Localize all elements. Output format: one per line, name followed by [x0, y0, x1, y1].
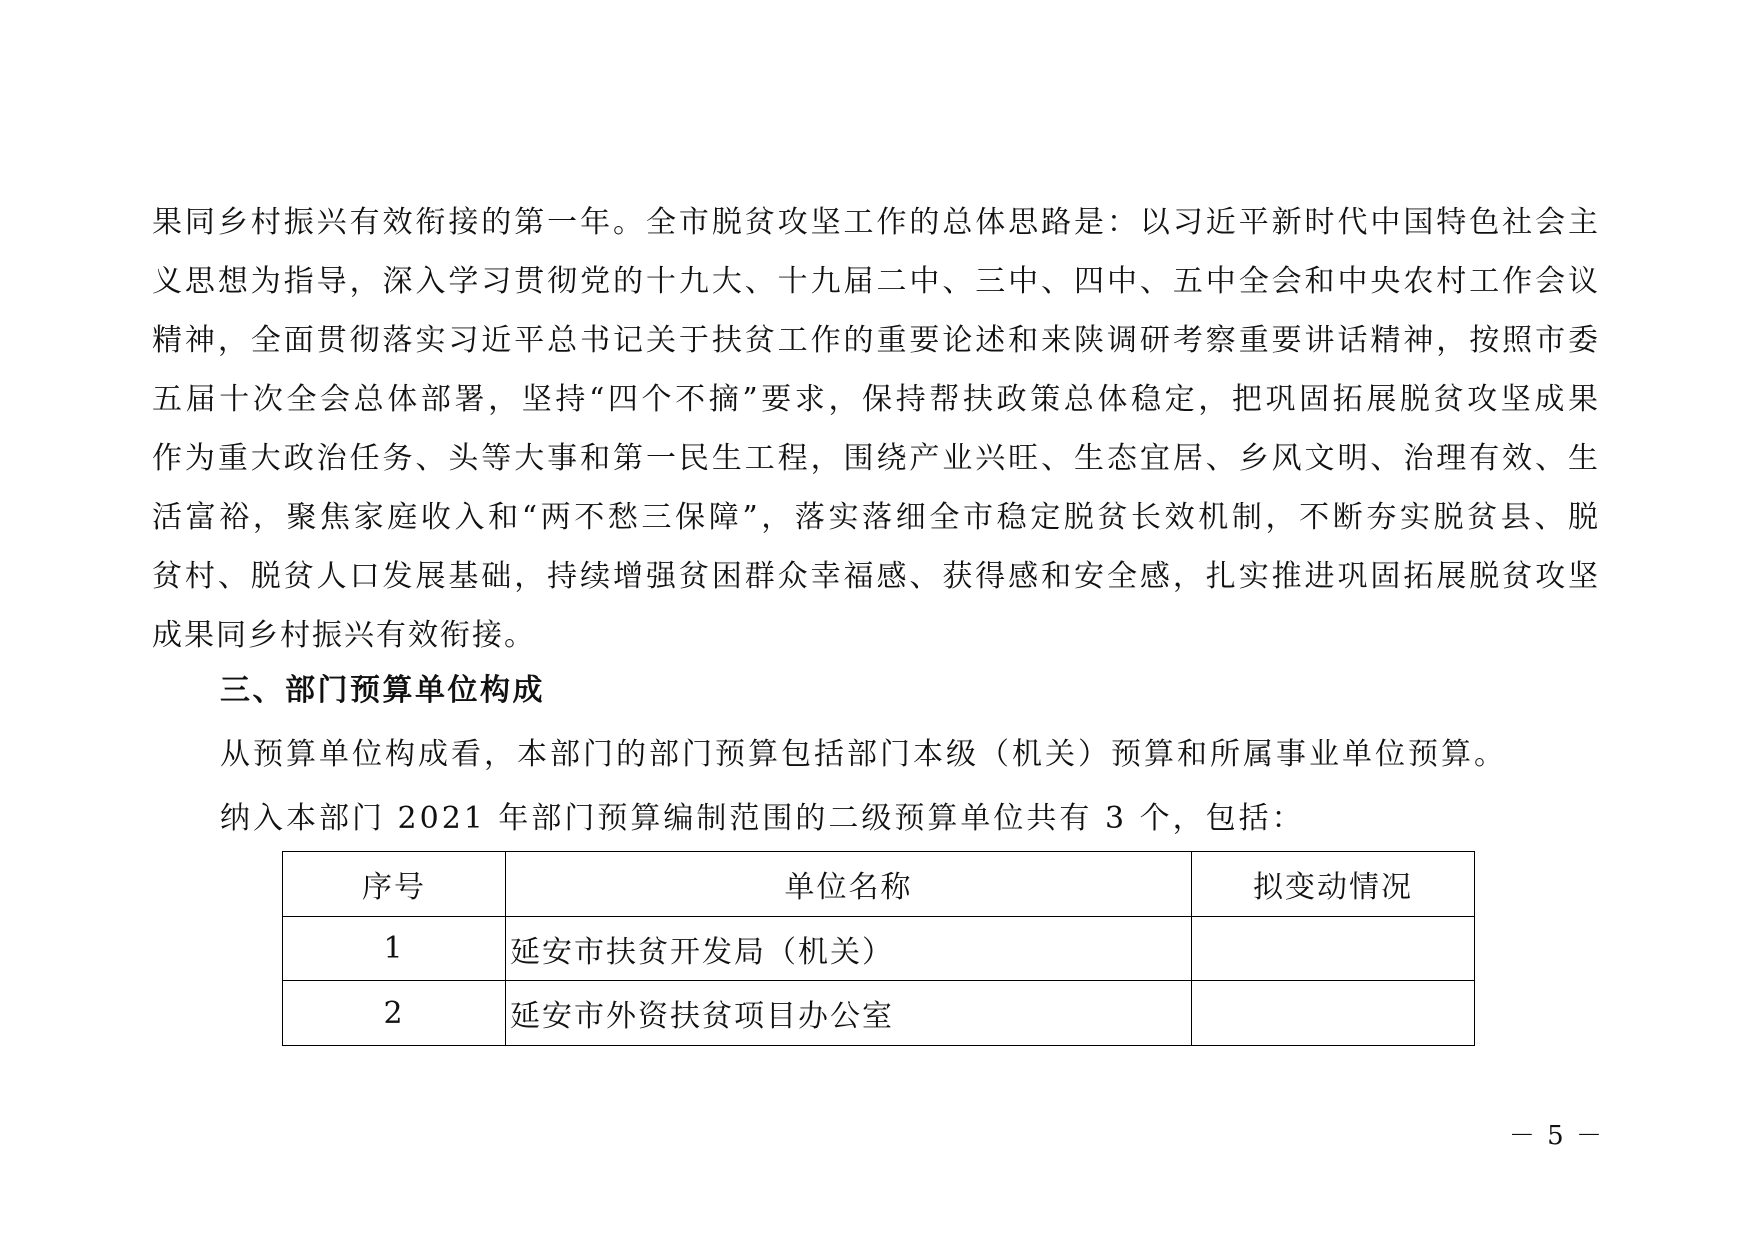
table-row: [283, 981, 1475, 1046]
paragraph-line: 五届十次全会总体部署，坚持“四个不摘”要求，保持帮扶政策总体稳定，把巩固拓展脱贫攻坚成果: [152, 382, 1600, 417]
header-serial-number: 序号: [283, 852, 506, 917]
section-heading: 三、部门预算单位构成: [220, 673, 545, 708]
page-number: － 5 －: [1508, 1121, 1604, 1151]
cell-serial-number: 2: [283, 981, 506, 1046]
paragraph-line: 成果同乡村振兴有效衔接。: [152, 618, 536, 653]
paragraph-line: 活富裕，聚焦家庭收入和“两不愁三保障”，落实落细全市稳定脱贫长效机制，不断夯实脱贫县、脱: [152, 500, 1600, 535]
budget-units-table: [282, 851, 1475, 1046]
cell-unit-name: 延安市外资扶贫项目办公室: [506, 981, 1192, 1046]
cell-planned-change: [1192, 917, 1475, 981]
header-planned-change: 拟变动情况: [1192, 852, 1475, 917]
paragraph-line: 果同乡村振兴有效衔接的第一年。全市脱贫攻坚工作的总体思路是：以习近平新时代中国特色社会主: [152, 205, 1600, 240]
paragraph-line: 精神，全面贯彻落实习近平总书记关于扶贫工作的重要论述和来陕调研考察重要讲话精神，按照市委: [152, 323, 1600, 358]
secondary-units-paragraph: 纳入本部门 2021 年部门预算编制范围的二级预算单位共有 3 个，包括：: [220, 801, 1305, 836]
table-header-row: [283, 852, 1475, 917]
cell-serial-number: 1: [283, 917, 506, 981]
body-paragraph: [152, 193, 1600, 665]
budget-composition-paragraph: 从预算单位构成看，本部门的部门预算包括部门本级（机关）预算和所属事业单位预算。: [220, 737, 1507, 772]
paragraph-line: 义思想为指导，深入学习贯彻党的十九大、十九届二中、三中、四中、五中全会和中央农村工作会议: [152, 264, 1600, 299]
table-row: [283, 917, 1475, 981]
cell-planned-change: [1192, 981, 1475, 1046]
cell-unit-name: 延安市扶贫开发局（机关）: [506, 917, 1192, 981]
paragraph-line: 贫村、脱贫人口发展基础，持续增强贫困群众幸福感、获得感和安全感，扎实推进巩固拓展脱贫攻坚: [152, 559, 1600, 594]
paragraph-line: 作为重大政治任务、头等大事和第一民生工程，围绕产业兴旺、生态宜居、乡风文明、治理有效、生: [152, 441, 1600, 476]
header-unit-name: 单位名称: [506, 852, 1192, 917]
